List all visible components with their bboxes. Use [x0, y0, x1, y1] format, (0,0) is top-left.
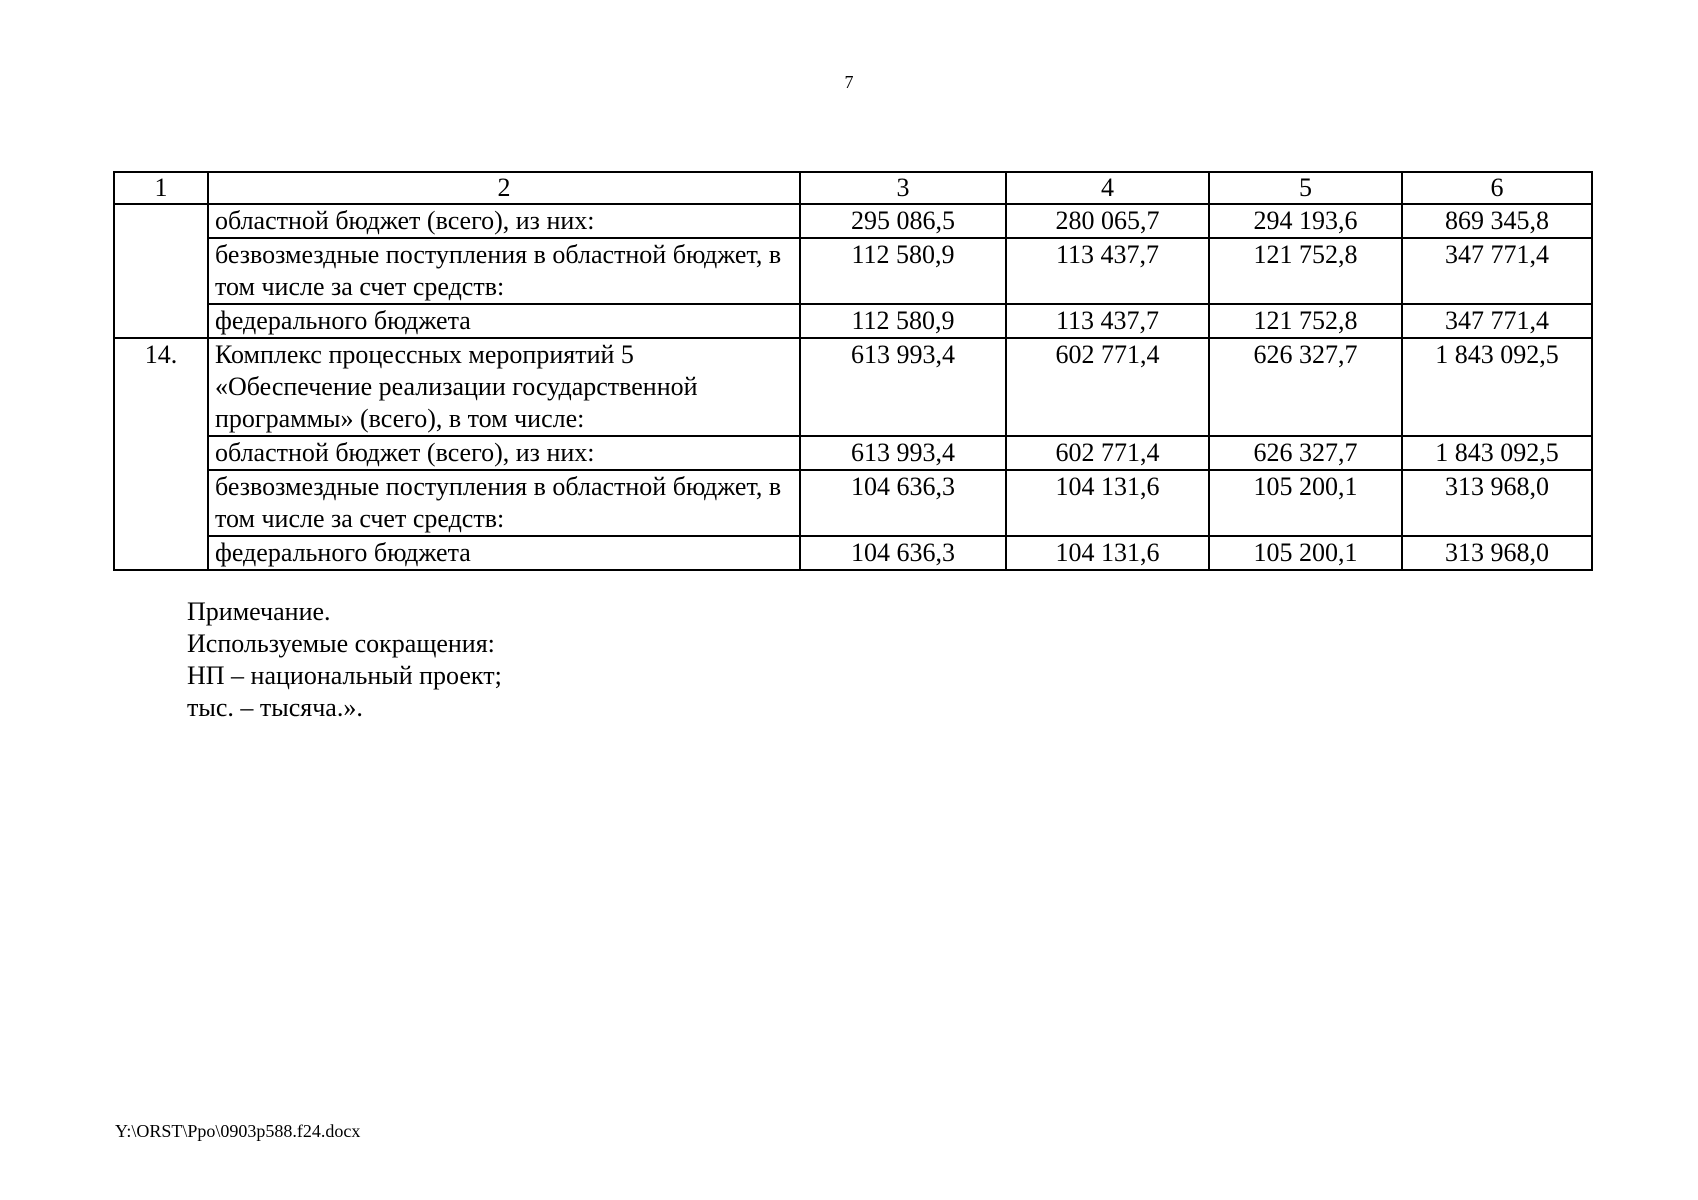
- header-cell: 4: [1006, 172, 1209, 204]
- value-cell: 113 437,7: [1006, 238, 1209, 304]
- page-number: 7: [844, 72, 854, 92]
- value-cell: 104 636,3: [800, 470, 1006, 536]
- value-cell: 313 968,0: [1402, 536, 1592, 570]
- value-cell: 104 131,6: [1006, 470, 1209, 536]
- value-cell: 280 065,7: [1006, 204, 1209, 238]
- note-line: НП – национальный проект;: [187, 661, 502, 690]
- row-description: областной бюджет (всего), из них:: [208, 204, 800, 238]
- value-cell: 347 771,4: [1402, 304, 1592, 338]
- value-cell: 105 200,1: [1209, 470, 1402, 536]
- row-description: безвозмездные поступления в областной бюджет, в том числе за счет средств:: [208, 238, 800, 304]
- header-cell: 3: [800, 172, 1006, 204]
- value-cell: 613 993,4: [800, 338, 1006, 436]
- note-title: Примечание.: [187, 597, 331, 626]
- value-cell: 112 580,9: [800, 304, 1006, 338]
- row-description: областной бюджет (всего), из них:: [208, 436, 800, 470]
- value-cell: 104 131,6: [1006, 536, 1209, 570]
- budget-table: [113, 171, 1593, 571]
- table-row: [114, 470, 1592, 536]
- table-row: [114, 338, 1592, 436]
- note-block: [187, 596, 502, 724]
- header-cell: 1: [114, 172, 208, 204]
- value-cell: 869 345,8: [1402, 204, 1592, 238]
- value-cell: 121 752,8: [1209, 238, 1402, 304]
- row-description: федерального бюджета: [208, 304, 800, 338]
- row-description: федерального бюджета: [208, 536, 800, 570]
- header-cell: 5: [1209, 172, 1402, 204]
- header-cell: 2: [208, 172, 800, 204]
- table-row: [114, 536, 1592, 570]
- table-row: [114, 436, 1592, 470]
- value-cell: 1 843 092,5: [1402, 338, 1592, 436]
- value-cell: 313 968,0: [1402, 470, 1592, 536]
- value-cell: 295 086,5: [800, 204, 1006, 238]
- file-path-footer: Y:\ORST\Ppo\0903p588.f24.docx: [115, 1121, 361, 1141]
- row-description: безвозмездные поступления в областной бюджет, в том числе за счет средств:: [208, 470, 800, 536]
- value-cell: 626 327,7: [1209, 436, 1402, 470]
- note-line: Используемые сокращения:: [187, 629, 495, 658]
- table-row: [114, 238, 1592, 304]
- table-header-row: [114, 172, 1592, 204]
- value-cell: 104 636,3: [800, 536, 1006, 570]
- value-cell: 613 993,4: [800, 436, 1006, 470]
- value-cell: 602 771,4: [1006, 436, 1209, 470]
- row-description: Комплекс процессных мероприятий 5 «Обеспечение реализации государственной программы» (всего), в том числе:: [208, 338, 800, 436]
- header-cell: 6: [1402, 172, 1592, 204]
- value-cell: 113 437,7: [1006, 304, 1209, 338]
- value-cell: 121 752,8: [1209, 304, 1402, 338]
- value-cell: 626 327,7: [1209, 338, 1402, 436]
- table-row: [114, 204, 1592, 238]
- value-cell: 1 843 092,5: [1402, 436, 1592, 470]
- value-cell: 602 771,4: [1006, 338, 1209, 436]
- value-cell: 347 771,4: [1402, 238, 1592, 304]
- value-cell: 105 200,1: [1209, 536, 1402, 570]
- table-row: [114, 304, 1592, 338]
- value-cell: 112 580,9: [800, 238, 1006, 304]
- row-number-cell: 14.: [114, 338, 208, 570]
- note-line: тыс. – тысяча.».: [187, 693, 363, 722]
- value-cell: 294 193,6: [1209, 204, 1402, 238]
- row-number-cell: [114, 204, 208, 338]
